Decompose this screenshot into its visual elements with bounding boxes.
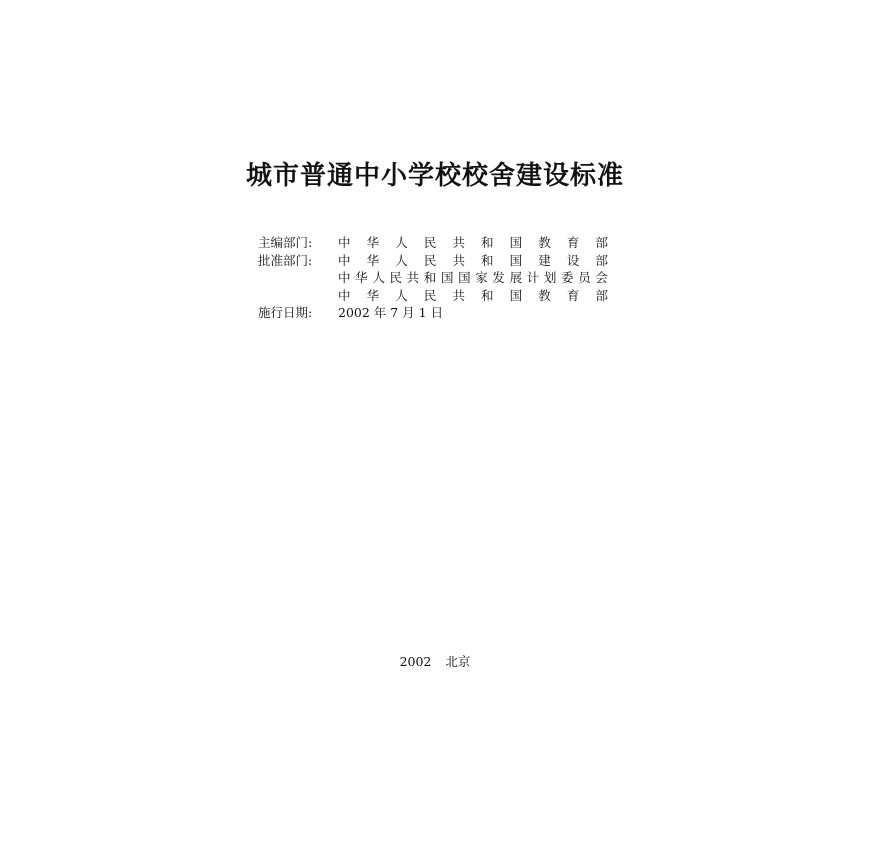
- effective-date-label: 施行日期:: [258, 305, 313, 320]
- approver-label: 批准部门:: [258, 252, 313, 268]
- approver-row: [258, 269, 618, 287]
- publication-year: 2002: [399, 654, 432, 669]
- publication-info: [258, 234, 618, 322]
- approver-value-2: 中 华 人 民 共 和 国 国 家 发 展 计 划 委 员 会: [338, 270, 608, 285]
- editor-label: 主编部门:: [258, 235, 313, 250]
- approver-row: [258, 287, 618, 305]
- approver-row: [258, 252, 618, 270]
- document-title: 城市普通中小学校校舍建设标准: [245, 161, 624, 191]
- publication-city: 北京: [445, 654, 471, 669]
- editor-row: [258, 234, 618, 252]
- editor-value: 中 华 人 民 共 和 国 教 育 部: [338, 235, 608, 250]
- effective-date-row: [258, 304, 618, 322]
- effective-date-value: 2002 年 7 月 1 日: [338, 305, 444, 320]
- approver-value-1: 中 华 人 民 共 和 国 建 设 部: [338, 252, 608, 268]
- publication-footer: [0, 653, 870, 671]
- approver-value-3: 中 华 人 民 共 和 国 教 育 部: [338, 287, 608, 303]
